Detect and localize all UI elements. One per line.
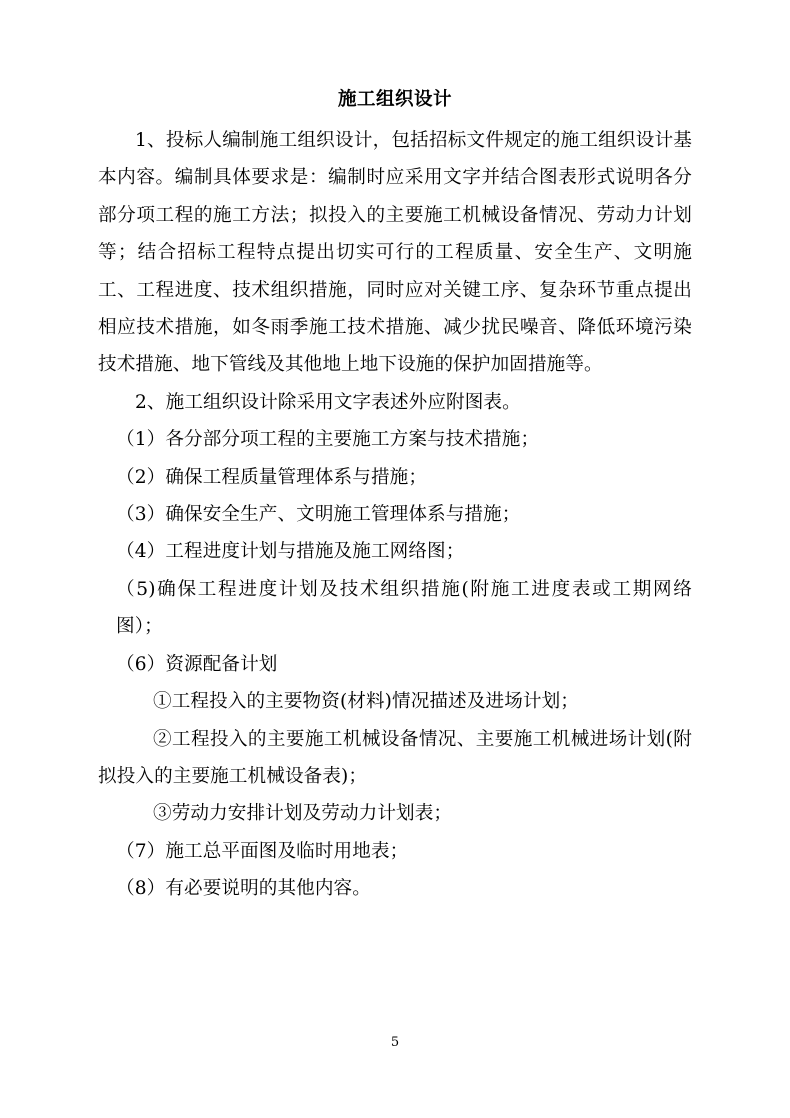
- page-title: 施工组织设计: [337, 89, 452, 110]
- list-item-8: （8）有必要说明的其他内容。: [116, 878, 371, 900]
- paragraph-section-2: 2、施工组织设计除采用文字表述外应附图表。: [135, 391, 521, 413]
- paragraph-section-1: 1、投标人编制施工组织设计，包括招标文件规定的施工组织设计基本内容。编制具体要求是：编制时应采用文字并结合图表形式说明各分部分项工程的施工方法；拟投入的主要施工机械设备情况、劳动力计划等；结合招标工程特点提出切实可行的工程质量、安全生产、文明施工、工程进度、技术组织措施，同时应对关键工序、复杂环节重点提出相应技术措施，如冬雨季施工技术措施、减少扰民噪音、降低环境污染技术措施、地下管线及其他地上地下设施的保护加固措施等。: [98, 130, 692, 376]
- list-item-1: （1）各分部分项工程的主要施工方案与技术措施；: [116, 429, 540, 451]
- list-item-2: （2）确保工程质量管理体系与措施；: [116, 466, 428, 488]
- page-content: [98, 84, 692, 908]
- sub-list-item-1: ①工程投入的主要物资(材料)情况描述及进场计划；: [153, 691, 579, 713]
- page-number: 5: [390, 1035, 400, 1050]
- sub-list-item-3: ③劳动力安排计划及劳动力计划表；: [153, 803, 453, 825]
- list-item-5: （5)确保工程进度计划及技术组织措施(附施工进度表或工期网络图）；: [116, 578, 692, 638]
- list-item-4: （4）工程进度计划与措施及施工网络图；: [116, 541, 465, 563]
- list-item-6: （6）资源配备计划: [116, 653, 278, 675]
- sub-list-item-2: ②工程投入的主要施工机械设备情况、主要施工机械进场计划(附拟投入的主要施工机械设备表)；: [98, 728, 692, 787]
- list-item-3: （3）确保安全生产、文明施工管理体系与措施；: [116, 504, 521, 526]
- list-item-7: （7）施工总平面图及临时用地表；: [116, 840, 409, 862]
